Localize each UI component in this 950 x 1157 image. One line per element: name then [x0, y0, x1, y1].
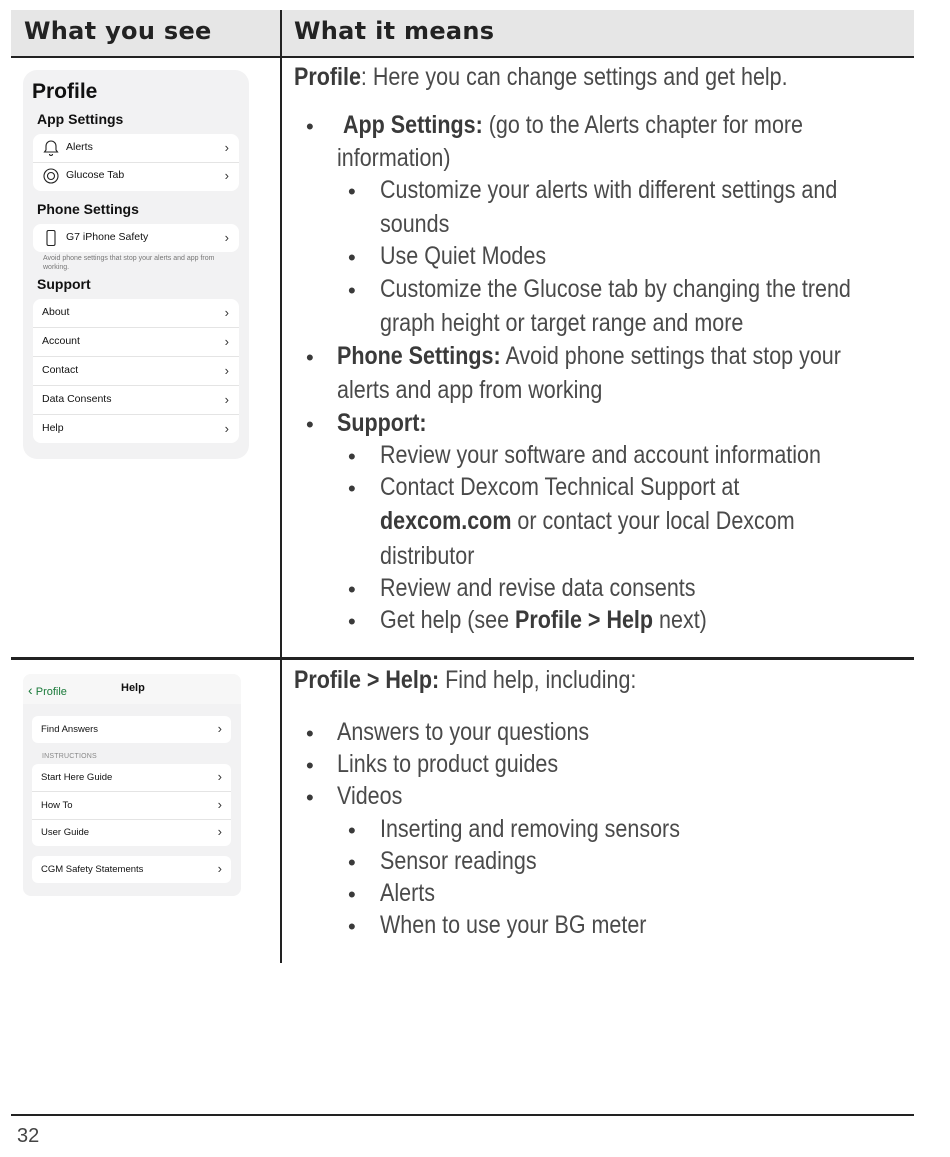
list-item-label: Account [42, 335, 80, 347]
app-sub-1-cont: sounds [380, 210, 450, 238]
list-item-account[interactable] [33, 328, 239, 357]
bullet: • [348, 577, 356, 602]
column-header-what-you-see: What you see [24, 17, 212, 45]
list-item-cgm-safety-statements[interactable] [32, 856, 231, 883]
list-item-glucose-tab[interactable] [33, 162, 239, 190]
support-sub-1: Review your software and account information [380, 441, 821, 469]
app-sub-1: Customize your alerts with different settings and [380, 176, 838, 204]
chevron-right-icon: › [224, 334, 229, 349]
app-sub-2: Use Quiet Modes [380, 242, 547, 270]
list-item-alerts[interactable] [33, 134, 239, 163]
list-item-about[interactable] [33, 299, 239, 328]
chevron-right-icon: › [224, 168, 229, 183]
help-item-2: Links to product guides [337, 750, 559, 778]
list-item-label: Glucose Tab [66, 169, 125, 181]
bullet: • [348, 850, 356, 875]
bullet: • [306, 345, 314, 370]
list-item-label: About [42, 306, 70, 318]
target-icon [42, 167, 60, 185]
list-item-label: Help [42, 422, 64, 434]
bullet: • [306, 114, 314, 139]
instructions-card [32, 764, 231, 846]
chevron-right-icon: › [217, 861, 222, 876]
video-item-3: Alerts [380, 879, 435, 907]
list-item-label: Alerts [66, 141, 93, 153]
bullet: • [306, 721, 314, 746]
video-item-4: When to use your BG meter [380, 911, 647, 939]
bullet: • [348, 444, 356, 469]
list-item-label: User Guide [41, 827, 90, 838]
list-item-start-here-guide[interactable] [32, 764, 231, 792]
list-item-label: Find Answers [41, 724, 99, 735]
instructions-section-label: INSTRUCTIONS [42, 753, 97, 760]
phone-icon [42, 229, 60, 247]
page-number: 32 [17, 1125, 40, 1147]
phone-settings-note: Avoid phone settings that stop your alerts and app from working. [43, 255, 215, 271]
section-title-app-settings: App Settings [37, 111, 124, 127]
list-item-find-answers[interactable] [32, 716, 231, 743]
support-sub-2-cont: dexcom.com or contact your local Dexcom [380, 507, 795, 535]
app-settings-card [33, 134, 239, 191]
help-intro: Profile > Help: Find help, including: [294, 666, 637, 694]
back-label: Profile [35, 686, 67, 698]
support-sub-3: Review and revise data consents [380, 574, 696, 602]
list-item-label: How To [41, 800, 73, 811]
bullet: • [348, 476, 356, 501]
chevron-right-icon: › [224, 140, 229, 155]
back-button[interactable] [28, 682, 67, 698]
row-divider [11, 657, 914, 660]
list-item-label: G7 iPhone Safety [66, 231, 149, 243]
bullet: • [306, 785, 314, 810]
help-item-1: Answers to your questions [337, 718, 590, 746]
screen-title: Profile [32, 80, 98, 103]
bullet: • [306, 412, 314, 437]
chevron-right-icon: › [224, 392, 229, 407]
list-item-user-guide[interactable] [32, 819, 231, 846]
support-sub-2: Contact Dexcom Technical Support at [380, 473, 740, 501]
chevron-right-icon: › [217, 824, 222, 839]
video-item-1: Inserting and removing sensors [380, 815, 680, 843]
app-sub-3: Customize the Glucose tab by changing the trend [380, 275, 851, 303]
profile-screen-mockup [23, 70, 249, 459]
bullet: • [348, 245, 356, 270]
chevron-left-icon: ‹ [28, 682, 33, 698]
app-settings-line: App Settings: (go to the Alerts chapter for more [343, 111, 804, 139]
list-item-contact[interactable] [33, 357, 239, 386]
help-item-3: Videos [337, 782, 403, 810]
chevron-right-icon: › [224, 305, 229, 320]
bullet: • [348, 914, 356, 939]
support-heading: Support: [337, 409, 427, 437]
bullet: • [348, 609, 356, 634]
chevron-right-icon: › [224, 421, 229, 436]
column-divider [280, 658, 282, 963]
bell-icon [42, 139, 60, 157]
list-item-label: Contact [42, 364, 79, 376]
dexcom-link[interactable]: dexcom.com [380, 507, 512, 535]
column-divider [280, 10, 282, 658]
chevron-right-icon: › [224, 363, 229, 378]
find-answers-card [32, 716, 231, 743]
phone-settings-card [33, 224, 239, 252]
section-title-phone-settings: Phone Settings [37, 201, 139, 217]
support-sub-2-cont2: distributor [380, 542, 475, 570]
list-item-how-to[interactable] [32, 792, 231, 820]
list-item-label: CGM Safety Statements [41, 864, 144, 875]
chevron-right-icon: › [217, 797, 222, 812]
list-item-g7-iphone-safety[interactable] [33, 224, 239, 252]
phone-settings-line-2: alerts and app from working [337, 376, 603, 404]
table-header [11, 10, 914, 58]
help-screen-mockup [23, 674, 241, 896]
screen-title: Help [121, 682, 145, 694]
support-sub-4: Get help (see Profile > Help next) [380, 606, 707, 634]
phone-settings-line: Phone Settings: Avoid phone settings that stop your [337, 342, 841, 370]
support-card [33, 299, 239, 443]
list-item-label: Data Consents [42, 393, 112, 405]
bullet: • [306, 753, 314, 778]
list-item-data-consents[interactable] [33, 386, 239, 415]
column-header-what-it-means: What it means [294, 17, 495, 45]
chevron-right-icon: › [217, 721, 222, 736]
list-item-label: Start Here Guide [41, 772, 113, 783]
bullet: • [348, 278, 356, 303]
list-item-help[interactable] [33, 415, 239, 443]
profile-intro: Profile: Here you can change settings and get help. [294, 63, 788, 91]
chevron-right-icon: › [224, 230, 229, 245]
bullet: • [348, 882, 356, 907]
bullet: • [348, 818, 356, 843]
safety-card [32, 856, 231, 883]
video-item-2: Sensor readings [380, 847, 537, 875]
bullet: • [348, 179, 356, 204]
chevron-right-icon: › [217, 769, 222, 784]
app-sub-3-cont: graph height or target range and more [380, 309, 744, 337]
footer-rule [11, 1114, 914, 1116]
section-title-support: Support [37, 276, 91, 292]
app-settings-line-2: information) [337, 144, 451, 172]
